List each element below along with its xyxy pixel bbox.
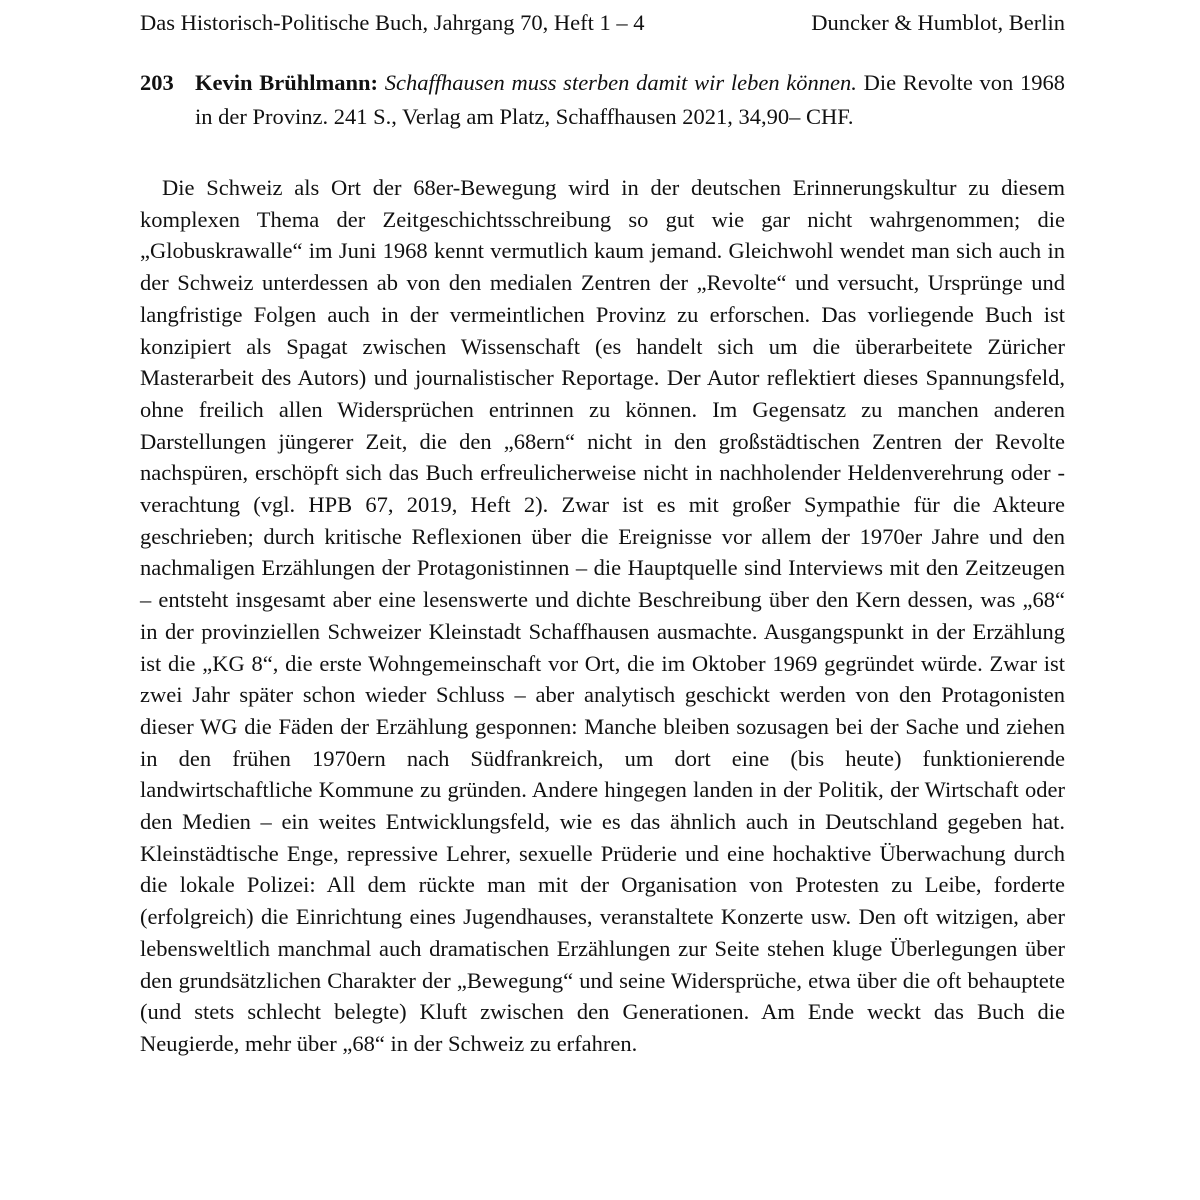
citation — [195, 66, 1065, 133]
bibliographic-entry — [140, 66, 1065, 133]
book-title: Schaffhausen muss sterben damit wir leben können. — [384, 70, 857, 95]
review-paragraph: Die Schweiz als Ort der 68er-Bewegung wird in der deutschen Erinnerungskultur zu diesem komplexen Thema der Zeitgeschichtsschreibung so gut wie gar nicht wahrgenommen; die „Globuskrawalle“ im Juni 1968 kennt vermutlich kaum jemand. Gleichwohl wendet man sich auch in der Schweiz unterdessen ab von den medialen Zentren der „Revolte“ und versucht, Ursprünge und langfristige Folgen auch in der vermeintlichen Provinz zu erforschen. Das vorliegende Buch ist konzipiert als Spagat zwischen Wissenschaft (es handelt sich um die überarbeitete Züricher Masterarbeit des Autors) und journalistischer Reportage. Der Autor reflektiert dieses Spannungsfeld, ohne freilich allen Widersprüchen entrinnen zu können. Im Gegensatz zu manchen anderen Darstellungen jüngerer Zeit, die den „68ern“ nicht in den großstädtischen Zentren der Revolte nachspüren, erschöpft sich das Buch erfreulicherweise nicht in nachholender Heldenverehrung oder -verachtung (vgl. HPB 67, 2019, Heft 2). Zwar ist es mit großer Sympathie für die Akteure geschrieben; durch kritische Reflexionen über die Ereignisse vor allem der 1970er Jahre und den nachmaligen Erzählungen der Protagonistinnen – die Hauptquelle sind Interviews mit den Zeitzeugen – entsteht insgesamt aber eine lesenswerte und dichte Beschreibung über den Kern dessen, was „68“ in der provinziellen Schweizer Kleinstadt Schaffhausen ausmachte. Ausgangspunkt in der Erzählung ist die „KG 8“, die erste Wohngemeinschaft vor Ort, die im Oktober 1969 gegründet würde. Zwar ist zwei Jahr später schon wieder Schluss – aber analytisch geschickt werden von den Protagonisten dieser WG die Fäden der Erzählung gesponnen: Manche bleiben sozusagen bei der Sache und ziehen in den frühen 1970ern nach Südfrankreich, um dort eine (bis heute) funktionierende landwirtschaftliche Kommune zu gründen. Andere hingegen landen in der Politik, der Wirtschaft oder den Medien – ein weites Entwicklungsfeld, wie es das ähnlich auch in Deutschland gegeben hat. Kleinstädtische Enge, repressive Lehrer, sexuelle Prüderie und eine hochaktive Überwachung durch die lokale Polizei: All dem rückte man mit der Organisation von Protesten zu Leibe, forderte (erfolgreich) die Einrichtung eines Jugendhauses, veranstaltete Konzerte usw. Den oft witzigen, aber lebensweltlich manchmal auch dramatischen Erzählungen zur Seite stehen kluge Überlegungen über den grundsätzlichen Charakter der „Bewegung“ und seine Widersprüche, etwa über die oft behauptete (und stets schlecht belegte) Kluft zwischen den Generationen. Am Ende weckt das Buch die Neugierde, mehr über „68“ in der Schweiz zu erfahren. — [140, 175, 1065, 1056]
journal-title: Das Historisch-Politische Buch, Jahrgang 70, Heft 1 – 4 — [140, 10, 645, 35]
book-author: Kevin Brühlmann: — [195, 70, 379, 95]
book-details: Die Revolte von 1968 in der Provinz. 241 S., Verlag am Platz, Schaffhausen 2021, 34,90– CHF. — [195, 70, 1066, 129]
review-body — [140, 172, 1065, 1060]
publisher-name: Duncker & Humblot, Berlin — [811, 10, 1065, 35]
running-header — [140, 5, 1065, 41]
entry-number: 203 — [140, 70, 174, 95]
